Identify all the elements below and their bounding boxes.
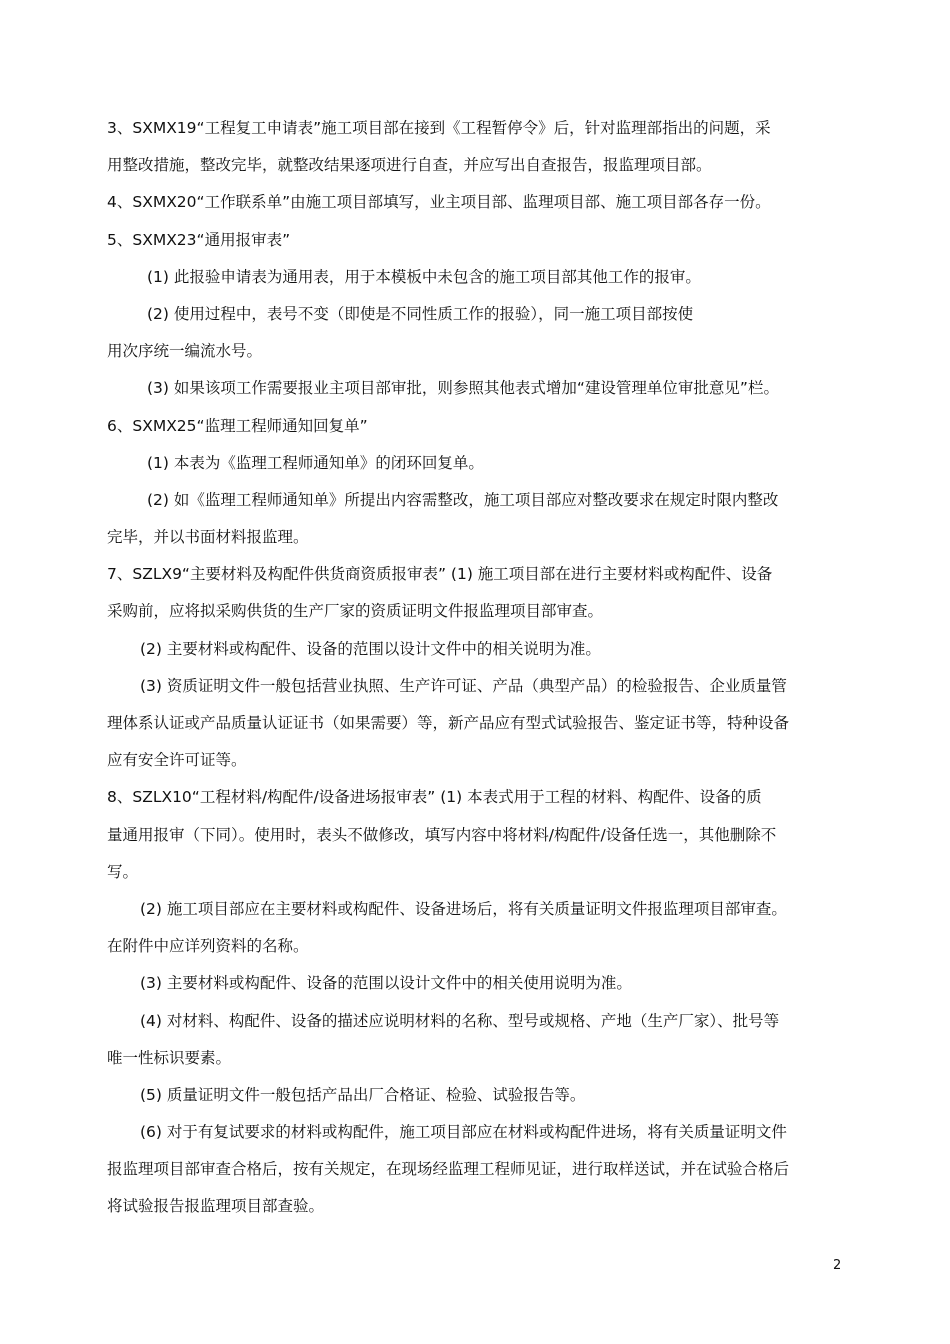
- item-8-point-3: (3) 主要材料或构配件、设备的范围以设计文件中的相关使用说明为准。: [140, 974, 632, 993]
- item-8-point-6: (6) 对于有复试要求的材料或构配件，施工项目部应在材料或构配件进场，将有关质量证明文件: [140, 1123, 787, 1142]
- item-6-point-2: (2) 如《监理工程师通知单》所提出内容需整改，施工项目部应对整改要求在规定时限内整改: [147, 490, 779, 509]
- item-3-heading: 3、SXMX19“工程复工申请表”施工项目部在接到《工程暂停令》后，针对监理部指出的问题，采: [107, 119, 771, 137]
- page-number: 2: [833, 1258, 842, 1273]
- item-8-point-2: (2) 施工项目部应在主要材料或构配件、设备进场后，将有关质量证明文件报监理项目部审查。: [140, 899, 787, 918]
- item-8-point-4-continuation: 唯一性标识要素。: [107, 1048, 232, 1067]
- document-body: [107, 110, 857, 1226]
- item-8-point-6-end: 将试验报告报监理项目部查验。: [107, 1197, 325, 1216]
- item-8-point-5: (5) 质量证明文件一般包括产品出厂合格证、检验、试验报告等。: [140, 1085, 586, 1104]
- item-8-continuation: 量通用报审（下同）。使用时，表头不做修改，填写内容中将材料/构配件/设备任选一，其他删除不: [107, 825, 777, 844]
- item-7-heading: 7、SZLX9“主要材料及构配件供货商资质报审表” (1) 施工项目部在进行主要材料或构配件、设备: [107, 565, 773, 584]
- item-8-heading: 8、SZLX10“工程材料/构配件/设备进场报审表” (1) 本表式用于工程的材料、构配件、设备的质: [107, 788, 762, 807]
- item-8-point-6-continuation: 报监理项目部审查合格后，按有关规定，在现场经监理工程师见证，进行取样送试，并在试验合格后: [107, 1160, 790, 1179]
- item-7-continuation: 采购前，应将拟采购供货的生产厂家的资质证明文件报监理项目部审查。: [107, 602, 604, 621]
- item-5-point-2-continuation: 用次序统一编流水号。: [107, 342, 263, 361]
- item-5-point-3: (3) 如果该项工作需要报业主项目部审批，则参照其他表式增加“建设管理单位审批意见”栏。: [147, 379, 779, 398]
- item-6-point-1: (1) 本表为《监理工程师通知单》的闭环回复单。: [147, 453, 484, 472]
- item-7-point-3: (3) 资质证明文件一般包括营业执照、生产许可证、产品（典型产品）的检验报告、企业质量管: [140, 676, 787, 695]
- item-4-heading: 4、SXMX20“工作联系单”由施工项目部填写，业主项目部、监理项目部、施工项目部各存一份。: [107, 193, 771, 212]
- item-6-heading: 6、SXMX25“监理工程师通知回复单”: [107, 416, 368, 435]
- item-5-heading: 5、SXMX23“通用报审表”: [107, 230, 291, 249]
- item-7-point-3-end: 应有安全许可证等。: [107, 751, 247, 770]
- item-5-point-1: (1) 此报验申请表为通用表，用于本模板中未包含的施工项目部其他工作的报审。: [147, 267, 701, 286]
- item-5-point-2: (2) 使用过程中，表号不变（即使是不同性质工作的报验），同一施工项目部按使: [147, 304, 694, 323]
- item-3-continuation: 用整改措施，整改完毕，就整改结果逐项进行自查，并应写出自查报告，报监理项目部。: [107, 156, 712, 175]
- item-7-point-3-continuation: 理体系认证或产品质量认证证书（如果需要）等，新产品应有型式试验报告、鉴定证书等，特种设备: [107, 714, 790, 732]
- item-6-point-2-continuation: 完毕，并以书面材料报监理。: [107, 528, 309, 547]
- item-8-point-2-continuation: 在附件中应详列资料的名称。: [107, 937, 309, 956]
- item-7-point-2: (2) 主要材料或构配件、设备的范围以设计文件中的相关说明为准。: [140, 639, 601, 658]
- item-8-end: 写。: [107, 862, 139, 881]
- item-8-point-4: (4) 对材料、构配件、设备的描述应说明材料的名称、型号或规格、产地（生产厂家）、批号等: [140, 1011, 780, 1030]
